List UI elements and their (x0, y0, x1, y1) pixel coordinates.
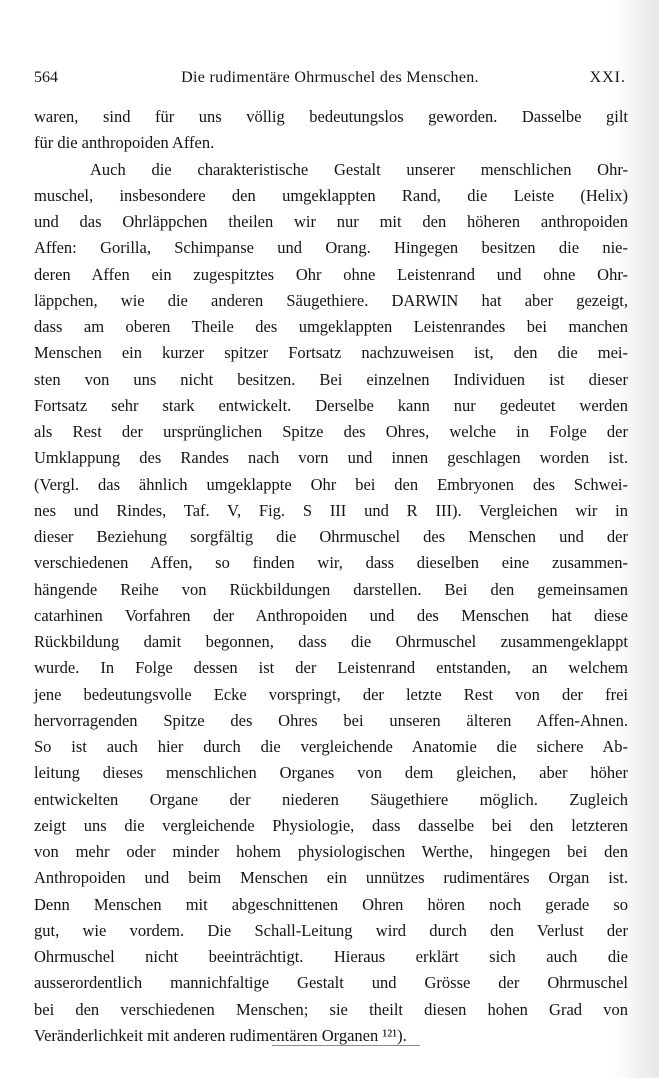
text-line: muschel, insbesondere den umgeklappten Rand, die Leiste (Helix) (34, 185, 628, 205)
text-line: nes und Rindes, Taf. V, Fig. S III und R III). Vergleichen wir in (34, 500, 628, 520)
text-line: als Rest der ursprünglichen Spitze des Ohres, welche in Folge der (34, 422, 628, 441)
chapter-number: XXI. (589, 69, 626, 86)
text-line: ausserordentlich mannichfaltige Gestalt und Grösse der Ohrmuschel (34, 973, 628, 993)
text-line: gut, wie vordem. Die Schall-Leitung wird durch den Verlust der (34, 920, 628, 940)
text-line: entwickelten Organe der niederen Säugethiere möglich. Zugleich (34, 789, 628, 809)
text-line: verschiedenen Affen, so finden wir, dass dieselben eine zusammen- (34, 553, 628, 573)
text-line: dieser Beziehung sorgfältig die Ohrmuschel des Menschen und der (34, 527, 628, 546)
text-line: von mehr oder minder hohem physiologischen Werthe, hingegen bei den (34, 842, 628, 861)
text-line: Veränderlichkeit mit anderen rudimentären Organen ¹²¹). (34, 1025, 407, 1045)
text-line: hängende Reihe von Rückbildungen darstellen. Bei den gemeinsamen (34, 579, 628, 599)
running-head (34, 66, 626, 90)
text-line: Auch die charakteristische Gestalt unserer menschlichen Ohr- (90, 159, 628, 179)
text-line: bei den verschiedenen Menschen; sie theilt diesen hohen Grad von (34, 999, 628, 1019)
text-line: jene bedeutungsvolle Ecke vorspringt, der letzte Rest von der frei (34, 684, 628, 704)
text-line: Umklappung des Randes nach vorn und innen geschlagen worden ist. (34, 448, 628, 468)
text-line: Fortsatz sehr stark entwickelt. Derselbe kann nur gedeutet werden (34, 395, 628, 415)
text-line: Rückbildung damit begonnen, dass die Ohrmuschel zusammengeklappt (34, 632, 628, 651)
page-number: 564 (34, 69, 58, 86)
text-line: catarhinen Vorfahren der Anthropoiden und des Menschen hat diese (34, 605, 628, 625)
text-line: Ohrmuschel nicht beeinträchtigt. Hieraus erklärt sich auch die (34, 947, 628, 966)
text-line: (Vergl. das ähnlich umgeklappte Ohr bei den Embryonen des Schwei- (34, 474, 628, 494)
running-title: Die rudimentäre Ohrmuschel des Menschen. (181, 69, 479, 86)
text-line: Anthropoiden und beim Menschen ein unnützes rudimentäres Organ ist. (34, 868, 628, 888)
text-line: wurde. In Folge dessen ist der Leistenrand entstanden, an welchem (34, 658, 628, 678)
text-line: Affen: Gorilla, Schimpanse und Orang. Hingegen besitzen die nie- (34, 238, 628, 258)
body-text (34, 104, 628, 1049)
text-line: für die anthropoiden Affen. (34, 133, 215, 153)
text-line: So ist auch hier durch die vergleichende Anatomie die sichere Ab- (34, 737, 628, 756)
text-line: waren, sind für uns völlig bedeutungslos geworden. Dasselbe gilt (34, 107, 628, 126)
text-line: Denn Menschen mit abgeschnittenen Ohren hören noch gerade so (34, 894, 628, 914)
text-line: und das Ohrläppchen theilen wir nur mit den höheren anthropoiden (34, 212, 628, 231)
text-line: leitung dieses menschlichen Organes von dem gleichen, aber höher (34, 763, 628, 783)
text-line: läppchen, wie die anderen Säugethiere. DARWIN hat aber gezeigt, (34, 290, 628, 310)
text-line: deren Affen ein zugespitztes Ohr ohne Leistenrand und ohne Ohr- (34, 264, 628, 284)
text-line: sten von uns nicht besitzen. Bei einzelnen Individuen ist dieser (34, 369, 628, 389)
section-divider (272, 1045, 420, 1046)
text-line: zeigt uns die vergleichende Physiologie, dass dasselbe bei den letzteren (34, 815, 628, 835)
text-line: Menschen ein kurzer spitzer Fortsatz nachzuweisen ist, den die mei- (34, 343, 628, 363)
text-line: dass am oberen Theile des umgeklappten Leistenrandes bei manchen (34, 317, 628, 336)
text-line: hervorragenden Spitze des Ohres bei unseren älteren Affen-Ahnen. (34, 710, 628, 730)
